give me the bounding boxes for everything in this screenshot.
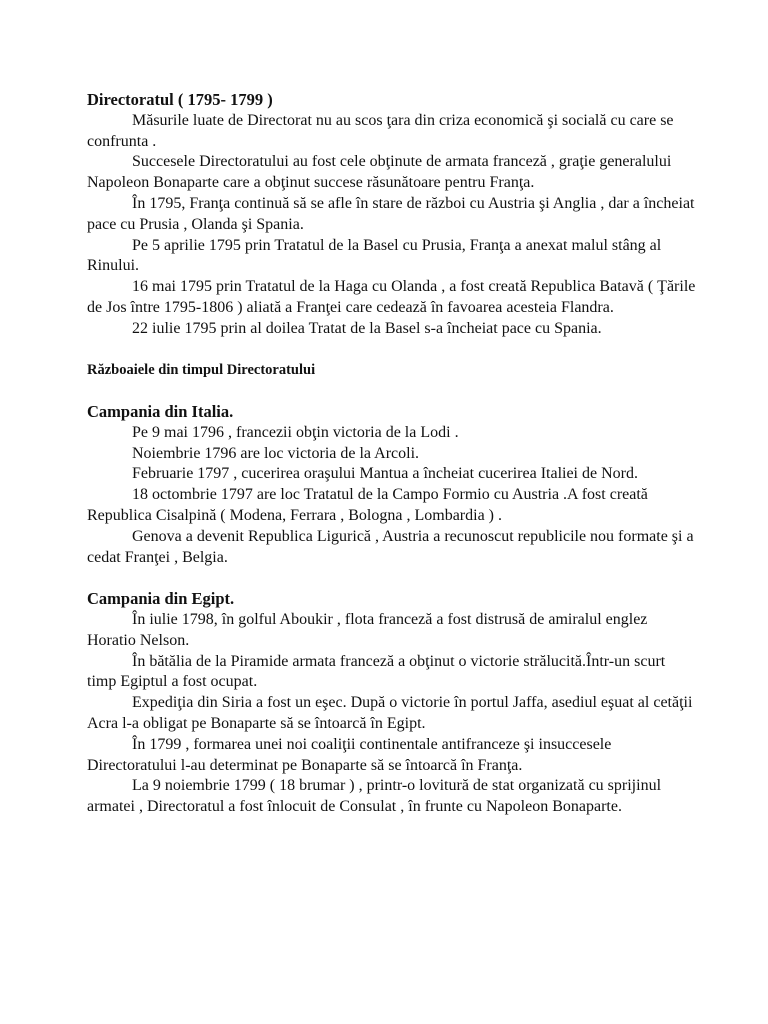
paragraph: Măsurile luate de Directorat nu au scos ţara din criza economică şi socială cu care se confrunta .	[87, 111, 674, 150]
paragraph: La 9 noiembrie 1799 ( 18 brumar ) , printr-o lovitură de stat organizată cu sprijinul armatei , Directoratul a fost înlocuit de Consulat , în frunte cu Napoleon Bonaparte.	[87, 777, 662, 816]
paragraph: Noiembrie 1796 are loc victoria de la Arcoli.	[132, 444, 420, 462]
spacer	[87, 381, 697, 402]
paragraph: 22 iulie 1795 prin al doilea Tratat de la Basel s-a încheiat pace cu Spania.	[132, 319, 602, 337]
section-campania-italia	[87, 402, 697, 568]
paragraph: Genova a devenit Republica Ligurică , Austria a recunoscut republicile nou formate şi a cedat Franţei , Belgia.	[87, 527, 694, 566]
paragraph: Pe 5 aprilie 1795 prin Tratatul de la Basel cu Prusia, Franţa a anexat malul stâng al Rinului.	[87, 236, 662, 275]
paragraph: În bătălia de la Piramide armata franceză a obţinut o victorie strălucită.Într-un scurt timp Egiptul a fost ocupat.	[87, 652, 666, 691]
paragraph: În 1799 , formarea unei noi coaliţii continentale antifranceze şi insuccesele Directoratului l-au determinat pe Bonaparte să se întoarcă în Franţa.	[87, 735, 612, 774]
spacer	[87, 568, 697, 589]
section-heading: Directoratul ( 1795- 1799 )	[87, 90, 273, 109]
paragraph: În iulie 1798, în golful Aboukir , flota franceză a fost distrusă de amiralul englez Horatio Nelson.	[87, 610, 648, 649]
paragraph: 16 mai 1795 prin Tratatul de la Haga cu Olanda , a fost creată Republica Batavă ( Ţările de Jos între 1795-1806 ) aliată a Franţei care cedează în favoarea acesteia Flandra.	[87, 278, 696, 316]
paragraph: Pe 9 mai 1796 , francezii obţin victoria de la Lodi .	[132, 423, 459, 441]
section-heading: Războaiele din timpul Directoratului	[87, 362, 316, 379]
paragraph: Februarie 1797 , cucerirea oraşului Mantua a încheiat cucerirea Italiei de Nord.	[132, 465, 638, 483]
spacer	[87, 340, 697, 361]
paragraph: 18 octombrie 1797 are loc Tratatul de la Campo Formio cu Austria .A fost creată Republica Cisalpină ( Modena, Ferrara , Bologna , Lombardia ) .	[87, 486, 648, 524]
section-heading: Campania din Egipt.	[87, 589, 235, 609]
document-page	[87, 90, 697, 818]
section-campania-egipt	[87, 589, 697, 818]
paragraph: Succesele Directoratului au fost cele obţinute de armata franceză , graţie generalului Napoleon Bonaparte care a obţinut succese răsunătoare pentru Franţa.	[87, 153, 672, 192]
section-directoratul	[87, 90, 697, 340]
section-heading: Campania din Italia.	[87, 401, 234, 421]
paragraph: În 1795, Franţa continuă să se afle în stare de război cu Austria şi Anglia , dar a încheiat pace cu Prusia , Olanda şi Spania.	[87, 194, 695, 233]
section-razboaiele	[87, 360, 697, 381]
paragraph: Expediţia din Siria a fost un eşec. După o victorie în portul Jaffa, asediul eşuat al cetăţii Acra l-a obligat pe Bonaparte să se întoarcă în Egipt.	[87, 694, 693, 732]
